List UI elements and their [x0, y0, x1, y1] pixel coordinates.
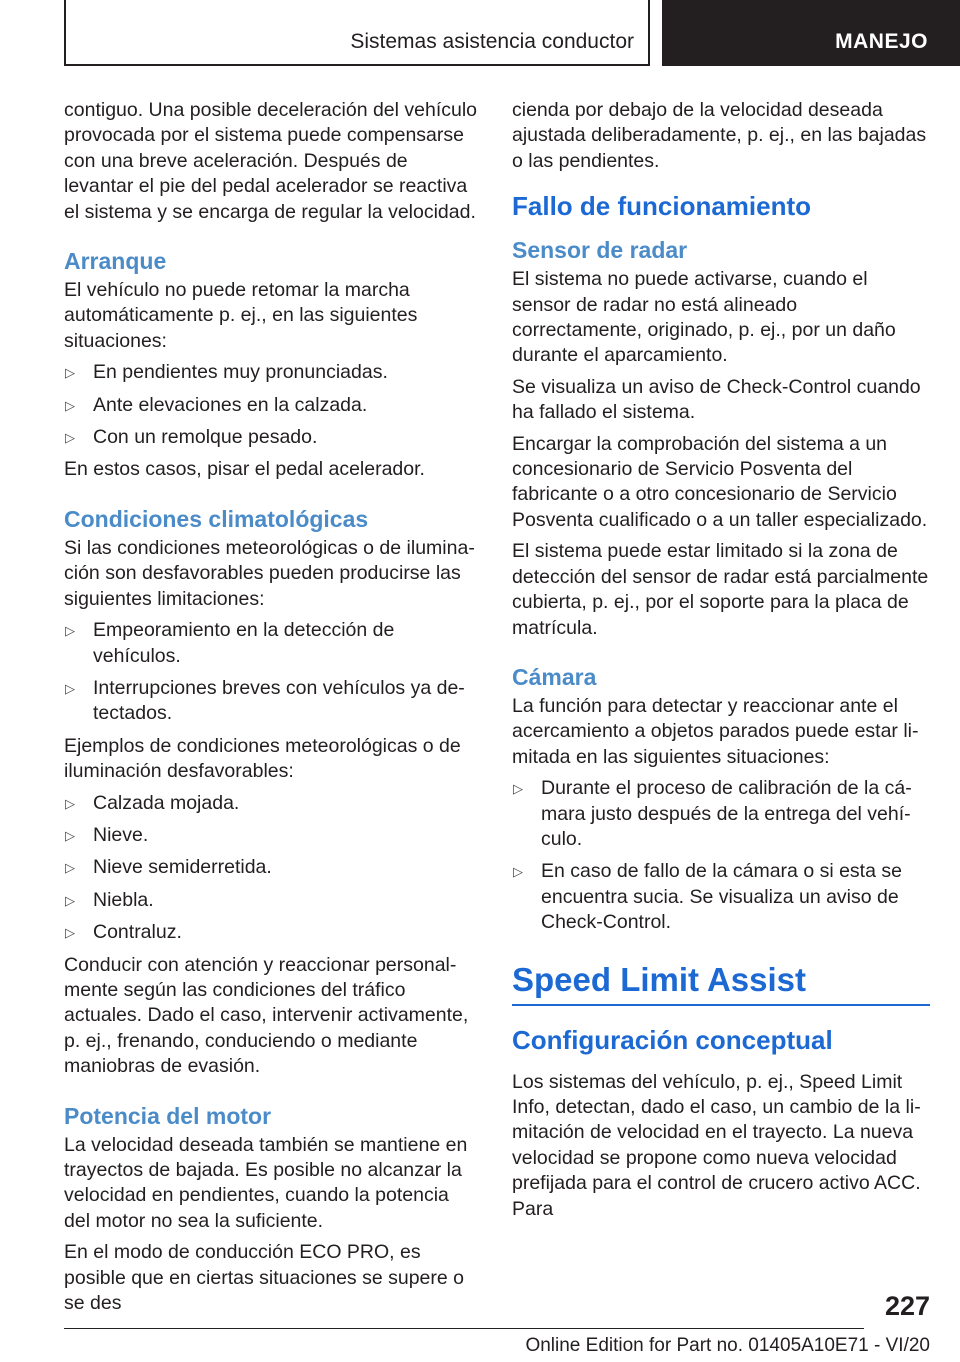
triangle-bullet-icon: ▷ [65, 430, 75, 446]
list-item: ▷ Nieve. [64, 823, 480, 848]
heading-potencia-del-motor: Potencia del motor [64, 1102, 272, 1129]
triangle-bullet-icon: ▷ [65, 365, 75, 381]
list-item: ▷ Empeoramiento en la detección de vehículos. [65, 619, 395, 667]
bullet-list [512, 776, 930, 935]
list-item: ▷ Con un remolque pesado. [64, 425, 480, 450]
heading-sensor-de-radar: Sensor de radar [512, 237, 688, 264]
chapter-tab [662, 0, 960, 66]
paragraph: En el modo de conducción ECO PRO, es posible que en ciertas situaciones se supere o se des [64, 1241, 464, 1315]
triangle-bullet-icon: ▷ [65, 827, 75, 843]
triangle-bullet-icon: ▷ [65, 795, 75, 811]
paragraph: En estos casos, pisar el pedal acelerador. [64, 458, 425, 481]
triangle-bullet-icon: ▷ [513, 864, 523, 880]
list-item: ▷ Nieve semiderretida. [64, 855, 480, 880]
heading-camara: Cámara [512, 663, 597, 690]
paragraph: El vehículo no puede retomar la marcha automáticamente p. ej., en las siguientes situaciones: [64, 279, 418, 352]
heading-arranque: Arranque [64, 248, 167, 275]
right-column [512, 98, 930, 1228]
paragraph: Se visualiza un aviso de Check-Control cuando ha fallado el sistema. [512, 375, 921, 424]
chapter-title: MANEJO [835, 30, 928, 53]
section-title: Sistemas asistencia conductor [350, 30, 634, 53]
triangle-bullet-icon: ▷ [65, 892, 75, 908]
paragraph: Ejemplos de condiciones meteorológicas o de iluminación desfavorables: [64, 734, 461, 783]
list-item: ▷ Interrupciones breves con vehículos ya detectados. [65, 676, 465, 725]
paragraph: El sistema puede estar limitado si la zona de detección del sensor de radar está parcialmente cubierta, p. ej., por el soporte para la placa de matrícula. [512, 540, 929, 639]
list-item: ▷ Durante el proceso de calibración de la cámara justo después de la entrega del vehículo. [513, 777, 912, 850]
paragraph: La velocidad deseada también se mantiene en trayectos de bajada. Es posible no alcanzar la velocidad en pendientes, cuando la potencia del motor no sea la suficiente. [64, 1133, 468, 1232]
triangle-bullet-icon: ▷ [65, 623, 75, 639]
triangle-bullet-icon: ▷ [65, 397, 75, 413]
paragraph: La función para detectar y reaccionar ante el acercamiento a objetos parados puede estar limitada en las siguientes situaciones: [512, 694, 919, 768]
heading-condiciones-climatologicas: Condiciones climatológicas [64, 505, 369, 532]
list-item: ▷ En pendientes muy pronunciadas. [64, 360, 480, 385]
list-item: ▷ Niebla. [64, 888, 480, 913]
section-header-box [64, 0, 650, 66]
left-column [64, 98, 480, 1322]
page-number: 227 [884, 1291, 930, 1321]
edition-note: Online Edition for Part no. 01405A10E71 - VI/20 [525, 1335, 930, 1356]
triangle-bullet-icon: ▷ [65, 860, 75, 876]
paragraph: contiguo. Una posible deceleración del vehículo provocada por el sistema puede compensarse con una breve aceleración. Después de levantar el pie del pedal acelerador se reactiva el sistema y se encarga de regular la velocidad. [64, 99, 478, 223]
triangle-bullet-icon: ▷ [65, 680, 75, 696]
list-item: ▷ Contraluz. [64, 920, 480, 945]
heading-configuracion-conceptual: Configuración conceptual [512, 1024, 833, 1055]
bullet-list [64, 791, 480, 946]
triangle-bullet-icon: ▷ [513, 781, 523, 797]
list-item: ▷ Calzada mojada. [64, 791, 480, 816]
footer-rule [64, 1328, 864, 1329]
paragraph: El sistema no puede activarse, cuando el sensor de radar no está alineado correctamente, originado, p. ej., por un daño durante el aparcamiento. [512, 268, 896, 367]
list-item: ▷ Ante elevaciones en la calzada. [64, 393, 480, 418]
bullet-list [64, 618, 480, 727]
heading-fallo-de-funcionamiento: Fallo de funcionamiento [512, 191, 812, 222]
paragraph: cienda por debajo de la velocidad deseada ajustada deliberadamente, p. ej., en las bajadas o las pendientes. [512, 99, 927, 172]
triangle-bullet-icon: ▷ [65, 925, 75, 941]
heading-speed-limit-assist: Speed Limit Assist [512, 960, 930, 1006]
paragraph: Encargar la comprobación del sistema a un concesionario de Servicio Posventa del fabricante o a otro concesionario de Servicio Posventa cualificado o a un taller especializado. [512, 432, 928, 531]
list-item: ▷ En caso de fallo de la cámara o si esta se encuentra sucia. Se visualiza un aviso de Check-Control. [513, 860, 902, 934]
paragraph: Conducir con atención y reaccionar personalmente según las condiciones del tráfico actuales. Dado el caso, intervenir activamente, p. ej., frenando, conduciendo o mediante maniobras de evasión. [64, 953, 469, 1078]
bullet-list [64, 360, 480, 450]
paragraph: Si las condiciones meteorológicas o de iluminación son desfavorables pueden producirse las siguientes limitaciones: [64, 536, 475, 610]
page-header [64, 0, 960, 66]
paragraph: Los sistemas del vehículo, p. ej., Speed Limit Info, detectan, dado el caso, un cambio de la limitación de velocidad en el trayecto. La nueva velocidad se propone como nueva velocidad prefijada para el control de crucero activo ACC. Para [512, 1070, 921, 1220]
